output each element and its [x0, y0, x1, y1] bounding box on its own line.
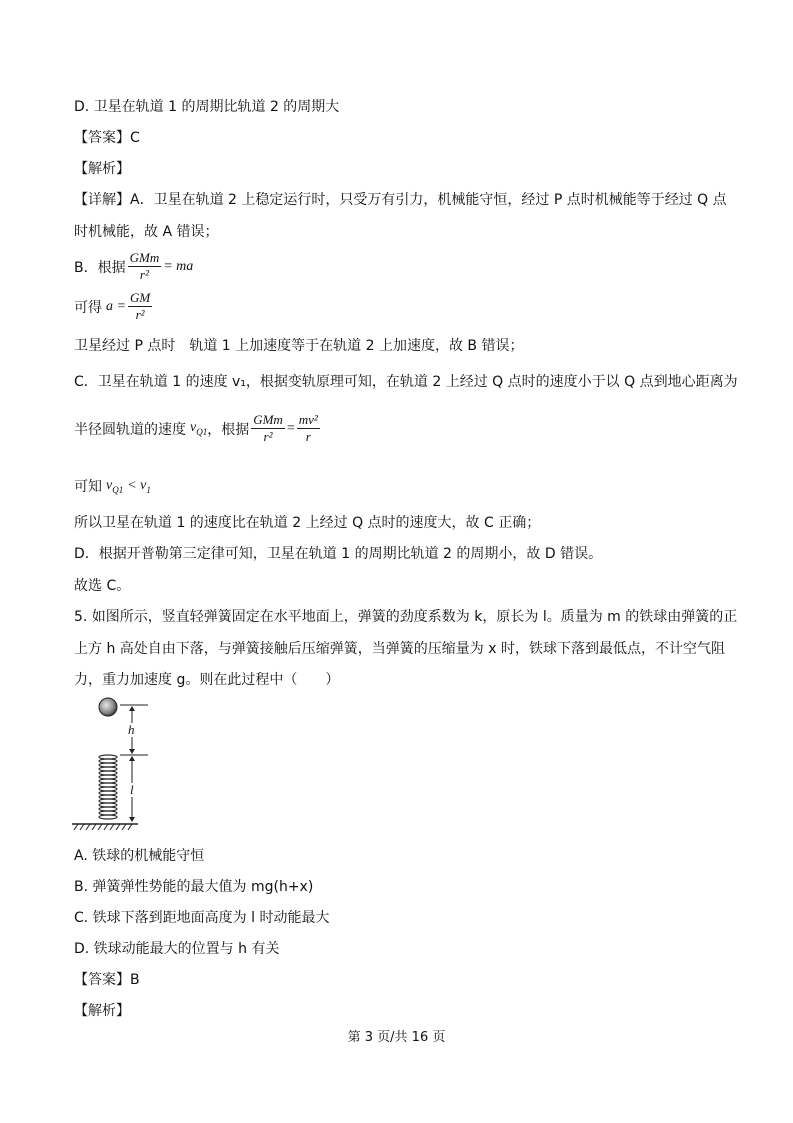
- ineq-lhs: $v_{Q1}$: [106, 477, 124, 495]
- equation-3: [74, 412, 322, 445]
- option-d: D. 铁球动能最大的位置与 h 有关: [74, 941, 280, 957]
- eq1-num: GMm: [129, 250, 160, 265]
- option-d-prev: D. 卫星在轨道 1 的周期比轨道 2 的周期大: [74, 99, 340, 115]
- label-h: h: [128, 722, 135, 737]
- label-l: l: [130, 782, 134, 797]
- spring-icon: [99, 755, 117, 819]
- eq3-prefix: 半径圆轨道的速度: [74, 421, 186, 438]
- ineq-rhs: < $v_1$: [127, 477, 151, 495]
- ground-hatch: [74, 824, 132, 830]
- eq2-den: r²: [135, 307, 145, 322]
- eq1-prefix: B．根据: [74, 259, 126, 276]
- eq2-prefix: 可得: [74, 299, 102, 316]
- vq-symbol: $v_{Q1}$: [190, 420, 208, 437]
- conclusion: 故选 C。: [74, 578, 131, 594]
- ineq-prefix: 可知: [74, 479, 102, 495]
- option-c: C. 铁球下落到距地面高度为 l 时动能最大: [74, 910, 330, 926]
- eq3-num: GMm: [253, 412, 283, 427]
- eq3-mid: ，根据: [207, 421, 250, 438]
- eq2-num: GM: [129, 290, 151, 305]
- eq1-fraction: [128, 250, 162, 283]
- inequality: [74, 476, 151, 496]
- ball-icon: [99, 698, 117, 716]
- eq3-left-fraction: [251, 412, 285, 445]
- detail-line-a2: 时机械能，故 A 错误；: [74, 224, 219, 240]
- eq3-equals: =: [286, 420, 295, 436]
- detail-line-c: C．卫星在轨道 1 的速度 v₁，根据变轨原理可知，在轨道 2 上经过 Q 点时的速度小于以 Q 点到地心距离为: [74, 374, 738, 390]
- equation-1: [74, 250, 193, 283]
- analysis-label-2: 【解析】: [74, 1003, 130, 1019]
- option-a: A. 铁球的机械能守恒: [74, 848, 205, 864]
- eq3-den: r²: [263, 429, 273, 444]
- eq3-rnum: mv²: [298, 412, 318, 427]
- analysis-label: 【解析】: [74, 161, 130, 177]
- eq3-right-fraction: [297, 412, 320, 445]
- detail-line-b: 卫星经过 P 点时 轨道 1 上加速度等于在轨道 2 上加速度，故 B 错误；: [74, 338, 524, 354]
- spring-ball-figure: [70, 695, 150, 835]
- detail-line-d: D．根据开普勒第三定律可知，卫星在轨道 1 的周期比轨道 2 的周期小，故 D 错误。: [74, 546, 603, 562]
- eq3-rden: r: [305, 429, 311, 444]
- question-5-line-3: 力，重力加速度 g。则在此过程中（ ）: [74, 672, 340, 688]
- option-b: B. 弹簧弹性势能的最大值为 mg(h+x): [74, 879, 314, 895]
- question-5-line-2: 上方 h 高处自由下落，与弹簧接触后压缩弹簧，当弹簧的压缩量为 x 时，铁球下落到最低点，不计空气阻: [74, 641, 725, 657]
- eq1-den: r²: [139, 267, 149, 282]
- question-5-line-1: 5. 如图所示，竖直轻弹簧固定在水平地面上，弹簧的劲度系数为 k，原长为 l。质量为 m 的铁球由弹簧的正: [74, 609, 738, 625]
- detail-line-a: 【详解】A．卫星在轨道 2 上稳定运行时，只受万有引力，机械能守恒，经过 P 点时机械能等于经过 Q 点: [74, 192, 727, 208]
- eq2-fraction: [128, 290, 152, 323]
- detail-line-c2: 所以卫星在轨道 1 的速度比在轨道 2 上经过 Q 点时的速度大，故 C 正确；: [74, 515, 541, 531]
- page-footer: 第 3 页/共 16 页: [347, 1030, 446, 1045]
- equation-2: [74, 290, 154, 323]
- eq2-lhs: a =: [106, 298, 126, 314]
- eq1-rhs: = ma: [163, 258, 194, 274]
- answer-label-2: 【答案】B: [74, 972, 140, 988]
- answer-label: 【答案】C: [74, 130, 140, 146]
